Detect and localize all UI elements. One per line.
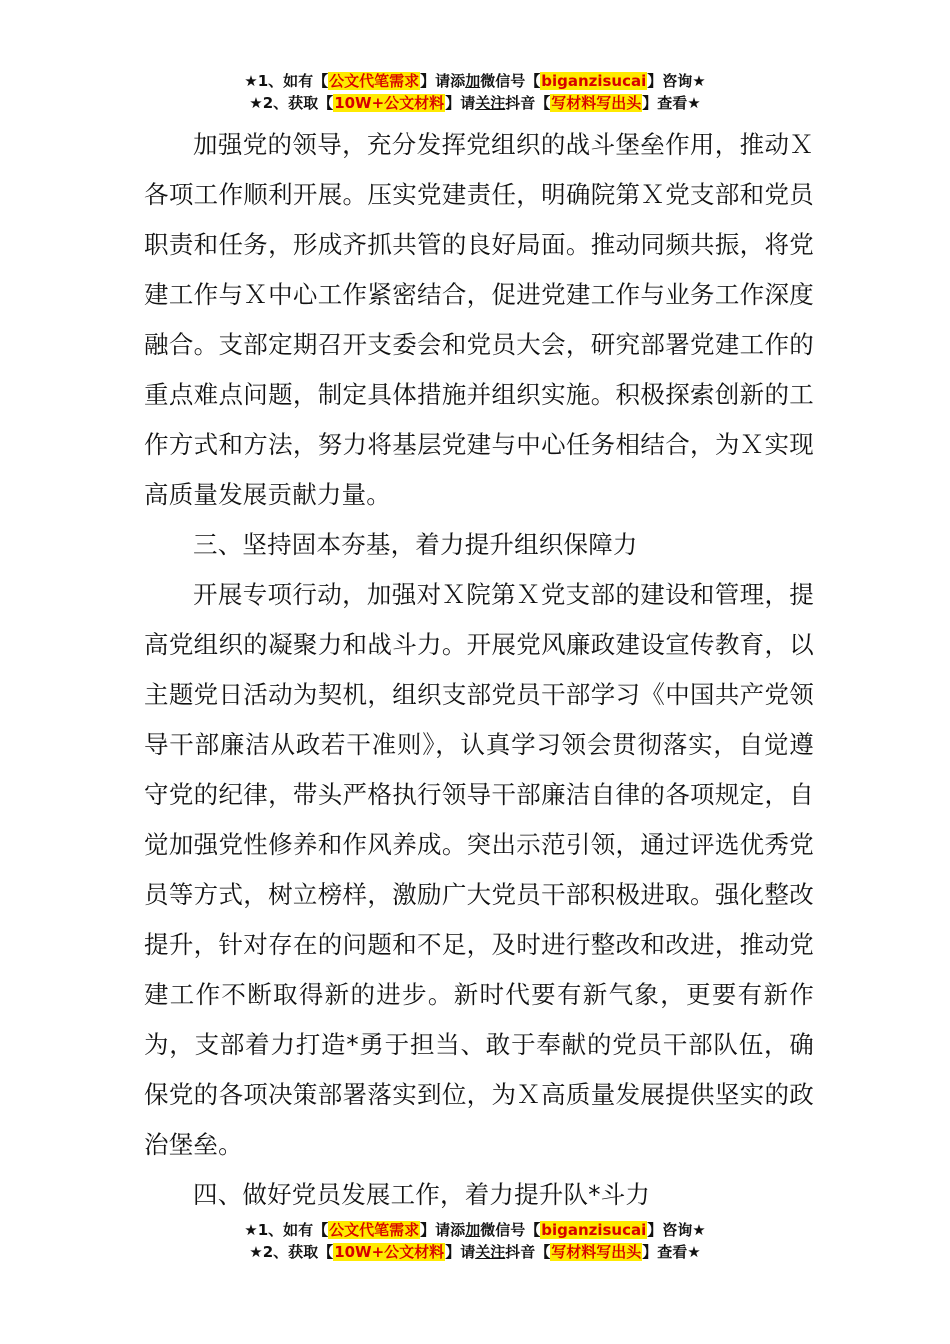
banner-text: 】请 <box>445 1243 476 1261</box>
banner-text: 】请添 <box>420 72 466 90</box>
banner-text: 】请添 <box>420 1221 466 1239</box>
highlight-wechat-id: biganzisucai <box>541 72 647 90</box>
highlight-service: 公文代笔需求 <box>329 72 420 90</box>
highlight-wechat-id: biganzisucai <box>541 1221 647 1239</box>
banner-underlined: 关注 <box>475 1243 506 1261</box>
star-icon: ★ <box>244 1221 258 1239</box>
banner-underlined: 加 <box>465 72 481 90</box>
banner-text: 2、获取【 <box>262 1243 334 1261</box>
banner-text: 】查看★ <box>642 94 701 112</box>
banner-text: 】查看★ <box>642 1243 701 1261</box>
paragraph-2: 开展专项行动，加强对Ｘ院第Ｘ党支部的建设和管理，提高党组织的凝聚力和战斗力。开展党风廉政建设宣传教育，以主题党日活动为契机，组织支部党员干部学习《中国共产党领导干部廉洁从政若干准则》，认真学习领会贯彻落实，自觉遵守党的纪律，带头严格执行领导干部廉洁自律的各项规定，自觉加强党性修养和作风养成。突出示范引领，通过评选优秀党员等方式，树立榜样，激励广大党员干部积极进取。强化整改提升，针对存在的问题和不足，及时进行整改和改进，推动党建工作不断取得新的进步。新时代要有新气象，更要有新作为，支部着力打造*勇于担当、敢于奉献的党员干部队伍，确保党的各项决策部署落实到位，为Ｘ高质量发展提供坚实的政治堡垒。 <box>144 580 814 1159</box>
banner-underlined: 加 <box>465 1221 481 1239</box>
highlight-materials: 10W+公文材料 <box>334 1243 445 1261</box>
banner-text: 2、获取【 <box>262 94 334 112</box>
banner-text: 】咨询★ <box>647 1221 706 1239</box>
document-body <box>144 120 814 1220</box>
banner-line-1 <box>0 71 950 93</box>
section-heading-4: 四、做好党员发展工作，着力提升队*斗力 <box>193 1180 651 1209</box>
banner-line-2 <box>0 1242 950 1264</box>
section-heading-3: 三、坚持固本夯基，着力提升组织保障力 <box>193 530 638 559</box>
header-banner <box>0 71 950 115</box>
banner-line-1 <box>0 1220 950 1242</box>
star-icon: ★ <box>244 72 258 90</box>
banner-text: 】咨询★ <box>647 72 706 90</box>
paragraph-1: 加强党的领导，充分发挥党组织的战斗堡垒作用，推动Ｘ各项工作顺利开展。压实党建责任，明确院第Ｘ党支部和党员职责和任务，形成齐抓共管的良好局面。推动同频共振，将党建工作与Ｘ中心工作紧密结合，促进党建工作与业务工作深度融合。支部定期召开支委会和党员大会，研究部署党建工作的重点难点问题，制定具体措施并组织实施。积极探索创新的工作方式和方法，努力将基层党建与中心任务相结合，为Ｘ实现高质量发展贡献力量。 <box>144 130 814 509</box>
banner-text: 抖音【 <box>505 1243 551 1261</box>
banner-text: 1、如有【 <box>257 1221 329 1239</box>
banner-text: 抖音【 <box>505 94 551 112</box>
banner-text: 1、如有【 <box>257 72 329 90</box>
star-icon: ★ <box>249 1243 263 1261</box>
highlight-materials: 10W+公文材料 <box>334 94 445 112</box>
footer-banner <box>0 1220 950 1264</box>
banner-text: 微信号【 <box>480 1221 541 1239</box>
banner-text: 微信号【 <box>480 72 541 90</box>
highlight-douyin: 写材料写出头 <box>551 94 642 112</box>
highlight-service: 公文代笔需求 <box>329 1221 420 1239</box>
star-icon: ★ <box>249 94 263 112</box>
banner-line-2 <box>0 93 950 115</box>
highlight-douyin: 写材料写出头 <box>551 1243 642 1261</box>
banner-text: 】请 <box>445 94 476 112</box>
banner-underlined: 关注 <box>475 94 506 112</box>
